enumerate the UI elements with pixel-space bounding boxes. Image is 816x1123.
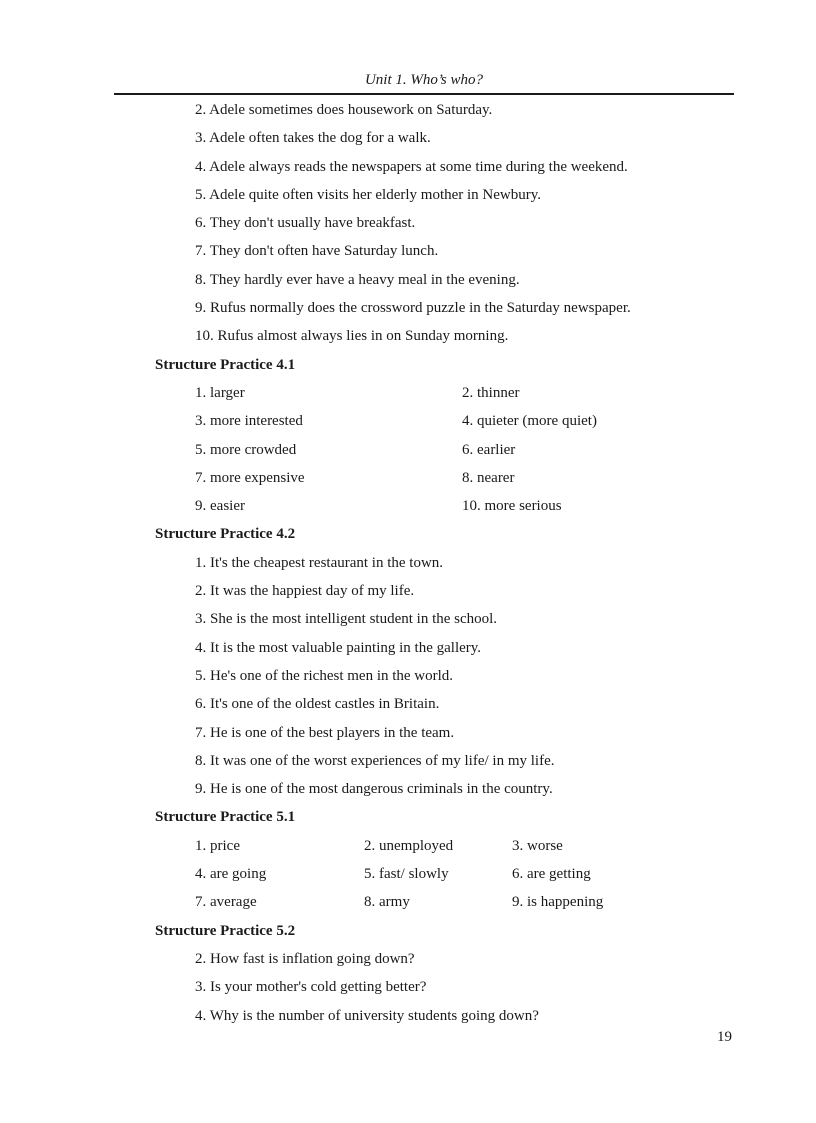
answer-text: 4. It is the most valuable painting in the gallery. [195, 639, 482, 656]
answer-row [0, 464, 816, 492]
list-item [0, 662, 816, 690]
list-item [0, 719, 816, 747]
section-heading-4-1 [0, 351, 816, 379]
list-item [0, 973, 816, 1001]
answer-cell: 9. easier [195, 498, 245, 515]
answer-text: 5. He's one of the richest men in the world. [195, 667, 454, 684]
answer-cell: 6. are getting [512, 866, 591, 883]
list-item [0, 322, 816, 350]
answer-text: 7. They don't often have Saturday lunch. [195, 243, 439, 260]
section-heading-5-1 [0, 803, 816, 831]
answer-text: 6. It's one of the oldest castles in Britain. [195, 696, 440, 713]
answer-text: 9. Rufus normally does the crossword puzzle in the Saturday newspaper. [195, 300, 631, 317]
answer-text: 7. He is one of the best players in the team. [195, 724, 455, 741]
answer-cell: 4. are going [195, 866, 267, 883]
answer-cell: 4. quieter (more quiet) [462, 413, 597, 430]
answer-text: 3. Is your mother's cold getting better? [195, 979, 427, 996]
answer-text: 8. It was one of the worst experiences of my life/ in my life. [195, 752, 555, 769]
answer-text: 3. She is the most intelligent student in the school. [195, 611, 498, 628]
list-item [0, 181, 816, 209]
answer-cell: 2. thinner [462, 384, 520, 401]
answer-cell: 8. nearer [462, 469, 515, 486]
answer-row [0, 379, 816, 407]
answer-cell: 3. more interested [195, 413, 303, 430]
section-heading-text: Structure Practice 5.2 [155, 922, 296, 939]
list-item [0, 237, 816, 265]
list-item [0, 294, 816, 322]
answer-text: 5. Adele quite often visits her elderly mother in Newbury. [195, 186, 542, 203]
list-item [0, 153, 816, 181]
running-header: Unit 1. Who’s who? [364, 72, 484, 88]
section-heading-text: Structure Practice 4.2 [155, 526, 296, 543]
answer-row [0, 492, 816, 520]
list-item [0, 124, 816, 152]
list-item [0, 945, 816, 973]
list-item [0, 605, 816, 633]
answer-cell: 7. more expensive [195, 469, 305, 486]
answer-row [0, 407, 816, 435]
page-number: 19 [717, 1029, 732, 1045]
section-heading-5-2 [0, 917, 816, 945]
answer-row [0, 860, 816, 888]
answer-cell: 8. army [364, 894, 410, 911]
answer-row [0, 832, 816, 860]
section-heading-text: Structure Practice 5.1 [155, 809, 296, 826]
answer-text: 2. Adele sometimes does housework on Saturday. [195, 102, 493, 118]
list-item [0, 266, 816, 294]
list-item [0, 549, 816, 577]
answer-text: 4. Why is the number of university students going down? [195, 1007, 539, 1024]
answer-cell: 9. is happening [512, 894, 604, 911]
answer-text: 9. He is one of the most dangerous criminals in the country. [195, 781, 553, 798]
answer-cell: 1. larger [195, 384, 245, 401]
answer-cell: 5. more crowded [195, 441, 297, 458]
answer-cell: 3. worse [512, 837, 563, 854]
answer-text: 1. It's the cheapest restaurant in the town. [195, 554, 444, 571]
answer-text: 8. They hardly ever have a heavy meal in the evening. [195, 271, 520, 288]
list-item [0, 1002, 816, 1030]
answer-cell: 7. average [195, 894, 257, 911]
list-item [0, 690, 816, 718]
list-item [0, 775, 816, 803]
answer-row [0, 436, 816, 464]
answer-cell: 5. fast/ slowly [364, 866, 449, 883]
section-heading-text: Structure Practice 4.1 [155, 356, 296, 373]
section-heading-4-2 [0, 520, 816, 548]
answer-cell: 10. more serious [462, 498, 562, 515]
list-item [0, 747, 816, 775]
answer-cell: 6. earlier [462, 441, 516, 458]
answer-cell: 1. price [195, 837, 240, 854]
answer-text: 10. Rufus almost always lies in on Sunday morning. [195, 328, 509, 345]
list-item [0, 96, 816, 124]
header-rule [114, 93, 734, 95]
answer-text: 4. Adele always reads the newspapers at some time during the weekend. [195, 158, 628, 175]
answer-text: 2. It was the happiest day of my life. [195, 583, 415, 600]
page-content [0, 96, 816, 1030]
list-item [0, 209, 816, 237]
answer-text: 3. Adele often takes the dog for a walk. [195, 130, 431, 147]
answer-text: 6. They don't usually have breakfast. [195, 215, 416, 232]
answer-cell: 2. unemployed [364, 837, 454, 854]
list-item [0, 634, 816, 662]
list-item [0, 577, 816, 605]
answer-row [0, 888, 816, 916]
answer-text: 2. How fast is inflation going down? [195, 950, 415, 967]
